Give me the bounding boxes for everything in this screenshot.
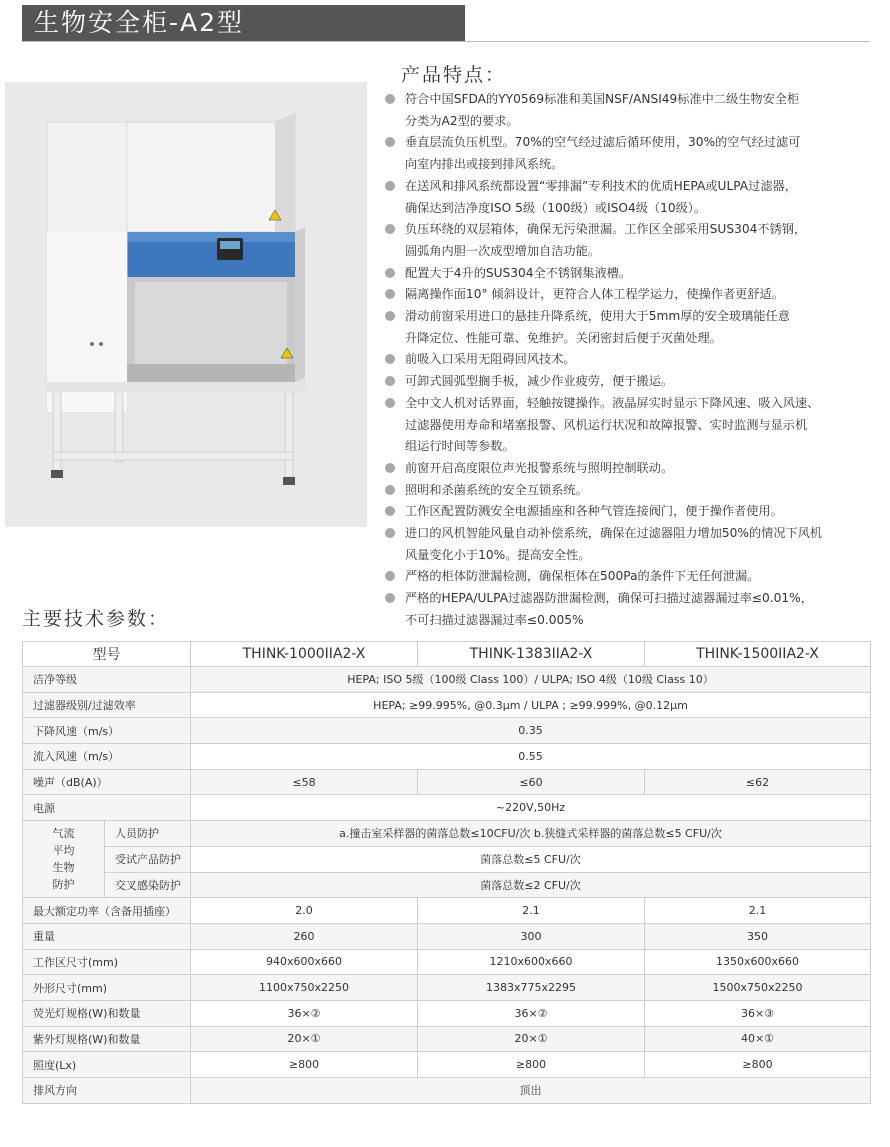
row-value: HEPA; ≥99.995%, @0.3μm / ULPA ; ≥99.999%, @0.12μm <box>191 692 871 718</box>
feature-line: 照明和杀菌系统的安全互锁系统。 <box>405 482 588 497</box>
feature-item <box>384 588 884 631</box>
row-value: 1383x775x2295 <box>418 975 645 1001</box>
feature-item <box>384 480 884 502</box>
table-row <box>23 718 871 744</box>
header-model-1000: THINK-1000IIA2-X <box>191 642 418 667</box>
row-value: ≤58 <box>191 769 418 795</box>
feature-line: 在送风和排风系统都设置“零排漏”专利技术的优质HEPA或ULPA过滤器， <box>405 178 797 193</box>
table-row <box>23 949 871 975</box>
row-value: ≥800 <box>418 1052 645 1078</box>
row-value: 1100x750x2250 <box>191 975 418 1001</box>
table-row <box>23 1000 871 1026</box>
row-value: 1350x600x660 <box>645 949 871 975</box>
features-heading: 产品特点： <box>401 64 507 86</box>
table-row <box>23 795 871 821</box>
feature-item <box>384 458 884 480</box>
bullet-icon <box>385 224 395 234</box>
row-value: 300 <box>418 923 645 949</box>
row-value: 20×① <box>418 1026 645 1052</box>
feature-item <box>384 566 884 588</box>
feature-item <box>384 501 884 523</box>
table-row <box>23 769 871 795</box>
feature-line: 隔离操作面10° 倾斜设计，更符合人体工程学运力，使操作者更舒适。 <box>405 287 784 302</box>
feature-line: 确保达到洁净度ISO 5级（100级）或ISO4级（10级）。 <box>405 200 707 215</box>
row-label: 下降风速（m/s） <box>23 718 191 744</box>
row-value: 顶出 <box>191 1078 871 1104</box>
feature-item <box>384 219 884 262</box>
bullet-icon <box>385 311 395 321</box>
params-heading: 主要技术参数： <box>22 608 170 630</box>
bullet-icon <box>385 528 395 538</box>
row-label: 排风方向 <box>23 1078 191 1104</box>
row-value: 36×② <box>418 1000 645 1026</box>
feature-item <box>384 284 884 306</box>
feature-item <box>384 89 884 132</box>
airflow-group-label: 气流 平均 生物 防护 <box>23 821 105 898</box>
row-label: 工作区尺寸(mm) <box>23 949 191 975</box>
row-value: 2.0 <box>191 898 418 924</box>
row-value: ≤62 <box>645 769 871 795</box>
row-value: 1210x600x660 <box>418 949 645 975</box>
bullet-icon <box>385 94 395 104</box>
feature-list <box>384 89 884 632</box>
bullet-icon <box>385 485 395 495</box>
row-label: 照度(Lx) <box>23 1052 191 1078</box>
feature-line: 风量变化小于10%。提高安全性。 <box>405 547 591 562</box>
feature-item <box>384 306 884 349</box>
bullet-icon <box>385 463 395 473</box>
feature-line: 向室内排出或接到排风系统。 <box>405 157 564 172</box>
row-label: 噪声（dB(A)） <box>23 769 191 795</box>
product-photo <box>5 82 367 527</box>
table-row <box>23 1078 871 1104</box>
row-value: ≥800 <box>645 1052 871 1078</box>
header-model-1500: THINK-1500IIA2-X <box>645 642 871 667</box>
row-label: 流入风速（m/s） <box>23 744 191 770</box>
feature-line: 垂直层流负压机型。70%的空气经过滤后循环使用，30%的空气经过滤可 <box>405 135 801 150</box>
row-value: ~220V,50Hz <box>191 795 871 821</box>
feature-line: 圆弧角内胆一次成型增加自洁功能。 <box>405 243 600 258</box>
feature-line: 不可扫描过滤器漏过率≤0.005% <box>405 612 584 627</box>
feature-item <box>384 349 884 371</box>
feature-line: 组运行时间等参数。 <box>405 439 515 454</box>
row-value: 0.35 <box>191 718 871 744</box>
bullet-icon <box>385 593 395 603</box>
feature-line: 过滤器使用寿命和堵塞报警、风机运行状况和故障报警、实时监测与显示机 <box>405 417 808 432</box>
feature-line: 前吸入口采用无阻碍回风技术。 <box>405 352 576 367</box>
bullet-icon <box>385 354 395 364</box>
row-label: 电源 <box>23 795 191 821</box>
row-value: HEPA; ISO 5级（100级 Class 100）/ ULPA; ISO 4级（10级 Class 10） <box>191 667 871 693</box>
table-row <box>23 821 871 847</box>
table-row <box>23 1026 871 1052</box>
bullet-icon <box>385 398 395 408</box>
bullet-icon <box>385 181 395 191</box>
row-label: 重量 <box>23 923 191 949</box>
feature-line: 可卸式圆弧型搁手板，减少作业疲劳，便于搬运。 <box>405 374 674 389</box>
feature-line: 升降定位、性能可靠、免维护。关闭密封后便于灭菌处理。 <box>405 330 722 345</box>
header-model: 型号 <box>23 642 191 667</box>
header-model-1383: THINK-1383IIA2-X <box>418 642 645 667</box>
table-row <box>23 975 871 1001</box>
feature-line: 进口的风机智能风量自动补偿系统，确保在过滤器阻力增加50%的情况下风机 <box>405 526 823 541</box>
table-row <box>23 923 871 949</box>
row-value: 0.55 <box>191 744 871 770</box>
title-divider <box>22 41 870 42</box>
table-row <box>23 846 871 872</box>
table-row <box>23 692 871 718</box>
row-value: a.撞击室采样器的菌落总数≤10CFU/次 b.狭缝式采样器的菌落总数≤5 CFU/次 <box>191 821 871 847</box>
row-value: 20×① <box>191 1026 418 1052</box>
row-value: ≤60 <box>418 769 645 795</box>
row-value: 2.1 <box>418 898 645 924</box>
bullet-icon <box>385 571 395 581</box>
bullet-icon <box>385 289 395 299</box>
row-label: 荧光灯规格(W)和数量 <box>23 1000 191 1026</box>
feature-line: 负压环绕的双层箱体，确保无污染泄漏。工作区全部采用SUS304不锈钢， <box>405 222 807 237</box>
row-value: 菌落总数≤5 CFU/次 <box>191 846 871 872</box>
spec-table <box>22 641 871 1104</box>
feature-line: 全中文人机对话界面，轻触按键操作。液晶屏实时显示下降风速、吸入风速、 <box>405 395 820 410</box>
row-label: 最大额定功率（含备用插座） <box>23 898 191 924</box>
feature-item <box>384 176 884 219</box>
row-label: 过滤器级别/过滤效率 <box>23 692 191 718</box>
table-row <box>23 1052 871 1078</box>
row-value: 940x600x660 <box>191 949 418 975</box>
feature-line: 严格的HEPA/ULPA过滤器防泄漏检测，确保可扫描过滤器漏过率≤0.01%， <box>405 591 813 606</box>
row-value: 36×② <box>191 1000 418 1026</box>
biosafety-cabinet-illustration <box>5 82 367 527</box>
feature-line: 工作区配置防溅安全电源插座和各种气管连接阀门，便于操作者使用。 <box>405 504 783 519</box>
bullet-icon <box>385 137 395 147</box>
table-row <box>23 667 871 693</box>
row-label: 人员防护 <box>105 821 191 847</box>
bullet-icon <box>385 268 395 278</box>
row-value: ≥800 <box>191 1052 418 1078</box>
feature-line: 滑动前窗采用进口的悬挂升降系统，使用大于5mm厚的安全玻璃能任意 <box>405 309 790 324</box>
row-label: 洁净等级 <box>23 667 191 693</box>
row-value: 菌落总数≤2 CFU/次 <box>191 872 871 898</box>
bullet-icon <box>385 506 395 516</box>
feature-item <box>384 132 884 175</box>
row-value: 40×① <box>645 1026 871 1052</box>
row-value: 350 <box>645 923 871 949</box>
row-label: 紫外灯规格(W)和数量 <box>23 1026 191 1052</box>
feature-line: 分类为A2型的要求。 <box>405 113 519 128</box>
table-row <box>23 744 871 770</box>
feature-line: 符合中国SFDA的YY0569标准和美国NSF/ANSI49标准中二级生物安全柜 <box>405 92 800 106</box>
feature-line: 前窗开启高度限位声光报警系统与照明控制联动。 <box>405 460 674 475</box>
feature-item <box>384 523 884 566</box>
table-row <box>23 872 871 898</box>
table-row <box>23 898 871 924</box>
row-value: 260 <box>191 923 418 949</box>
row-label: 外形尺寸(mm) <box>23 975 191 1001</box>
row-value: 36×③ <box>645 1000 871 1026</box>
feature-item <box>384 371 884 393</box>
page-title: 生物安全柜-A2型 <box>22 5 465 41</box>
row-label: 交叉感染防护 <box>105 872 191 898</box>
row-value: 2.1 <box>645 898 871 924</box>
feature-line: 配置大于4升的SUS304全不锈钢集液槽。 <box>405 265 632 280</box>
row-label: 受试产品防护 <box>105 846 191 872</box>
bullet-icon <box>385 376 395 386</box>
feature-line: 严格的柜体防泄漏检测，确保柜体在500Pa的条件下无任何泄漏。 <box>405 569 760 584</box>
table-header-row <box>23 642 871 667</box>
row-value: 1500x750x2250 <box>645 975 871 1001</box>
feature-item <box>384 263 884 285</box>
feature-item <box>384 393 884 458</box>
